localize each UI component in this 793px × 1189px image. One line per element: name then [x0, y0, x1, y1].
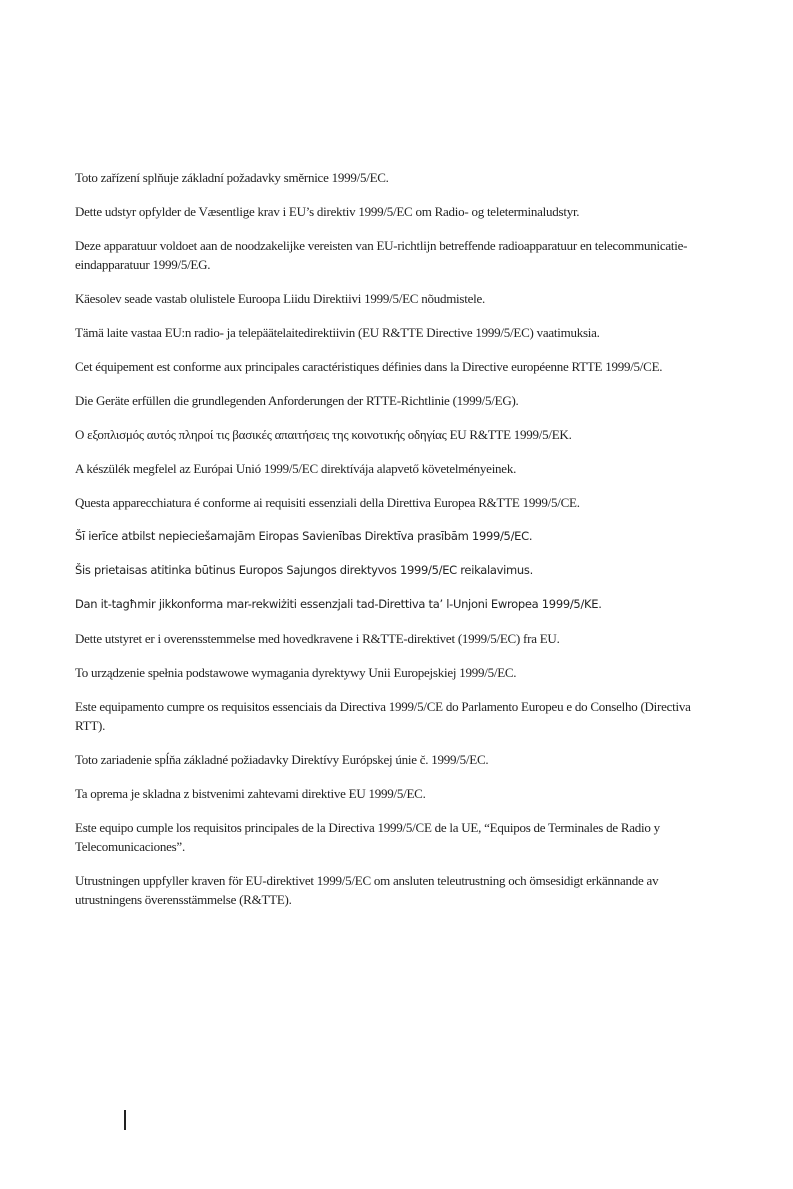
- page-margin-rule: [124, 1110, 126, 1130]
- statement-hungarian: A készülék megfelel az Európai Unió 1999/5/EC direktívája alapvető követelményeinek.: [75, 461, 517, 476]
- compliance-statements: [75, 168, 715, 924]
- statement-french: Cet équipement est conforme aux principales caractéristiques définies dans la Directive européenne RTTE 1999/5/CE.: [75, 359, 663, 374]
- statement-slovenian: Ta oprema je skladna z bistvenimi zahtevami direktive EU 1999/5/EC.: [75, 786, 426, 801]
- statement-spanish: Este equipo cumple los requisitos principales de la Directiva 1999/5/CE de la UE, “Equipos de Terminales de Radio y Telecomunicaciones”.: [75, 820, 660, 854]
- statement-danish: Dette udstyr opfylder de Væsentlige krav i EU’s direktiv 1999/5/EC om Radio- og teleterminaludstyr.: [75, 204, 580, 219]
- statement-dutch: Deze apparatuur voldoet aan de noodzakelijke vereisten van EU-richtlijn betreffende radioapparatuur en telecommunicatie-eindapparatuur 1999/5/EG.: [75, 238, 688, 272]
- statement-latvian: Šī ierīce atbilst nepieciešamajām Eiropas Savienības Direktīva prasībām 1999/5/EC.: [75, 529, 533, 543]
- statement-italian: Questa apparecchiatura é conforme ai requisiti essenziali della Direttiva Europea R&TTE 1999/5/CE.: [75, 495, 580, 510]
- statement-portuguese: Este equipamento cumpre os requisitos essenciais da Directiva 1999/5/CE do Parlamento Europeu e do Conselho (Directiva RTT).: [75, 699, 691, 733]
- statement-polish: To urządzenie spełnia podstawowe wymagania dyrektywy Unii Europejskiej 1999/5/EC.: [75, 665, 517, 680]
- statement-norwegian: Dette utstyret er i overensstemmelse med hovedkravene i R&TTE-direktivet (1999/5/EC) fra EU.: [75, 631, 560, 646]
- statement-swedish: Utrustningen uppfyller kraven för EU-direktivet 1999/5/EC om ansluten teleutrustning och ömsesidigt erkännande av utrustningens överensstämmelse (R&TTE).: [75, 873, 659, 907]
- statement-greek: Ο εξοπλισμός αυτός πληροί τις βασικές απαιτήσεις της κοινοτικής οδηγίας EU R&TTE 1999/5/EK.: [75, 427, 572, 442]
- statement-german: Die Geräte erfüllen die grundlegenden Anforderungen der RTTE-Richtlinie (1999/5/EG).: [75, 393, 519, 408]
- statement-slovak: Toto zariadenie spĺňa základné požiadavky Direktívy Európskej únie č. 1999/5/EC.: [75, 752, 489, 767]
- statement-maltese: Dan it-tagħmir jikkonforma mar-rekwiżiti essenzjali tad-Direttiva ta’ l-Unjoni Ewropea 1999/5/KE.: [75, 597, 602, 611]
- statement-czech: Toto zařízení splňuje základní požadavky směrnice 1999/5/EC.: [75, 170, 389, 185]
- statement-lithuanian: Šis prietaisas atitinka būtinus Europos Sajungos direktyvos 1999/5/EC reikalavimus.: [75, 563, 533, 577]
- statement-estonian: Käesolev seade vastab olulistele Euroopa Liidu Direktiivi 1999/5/EC nõudmistele.: [75, 291, 485, 306]
- statement-finnish: Tämä laite vastaa EU:n radio- ja telepäätelaitedirektiivin (EU R&TTE Directive 1999/5/EC) vaatimuksia.: [75, 325, 600, 340]
